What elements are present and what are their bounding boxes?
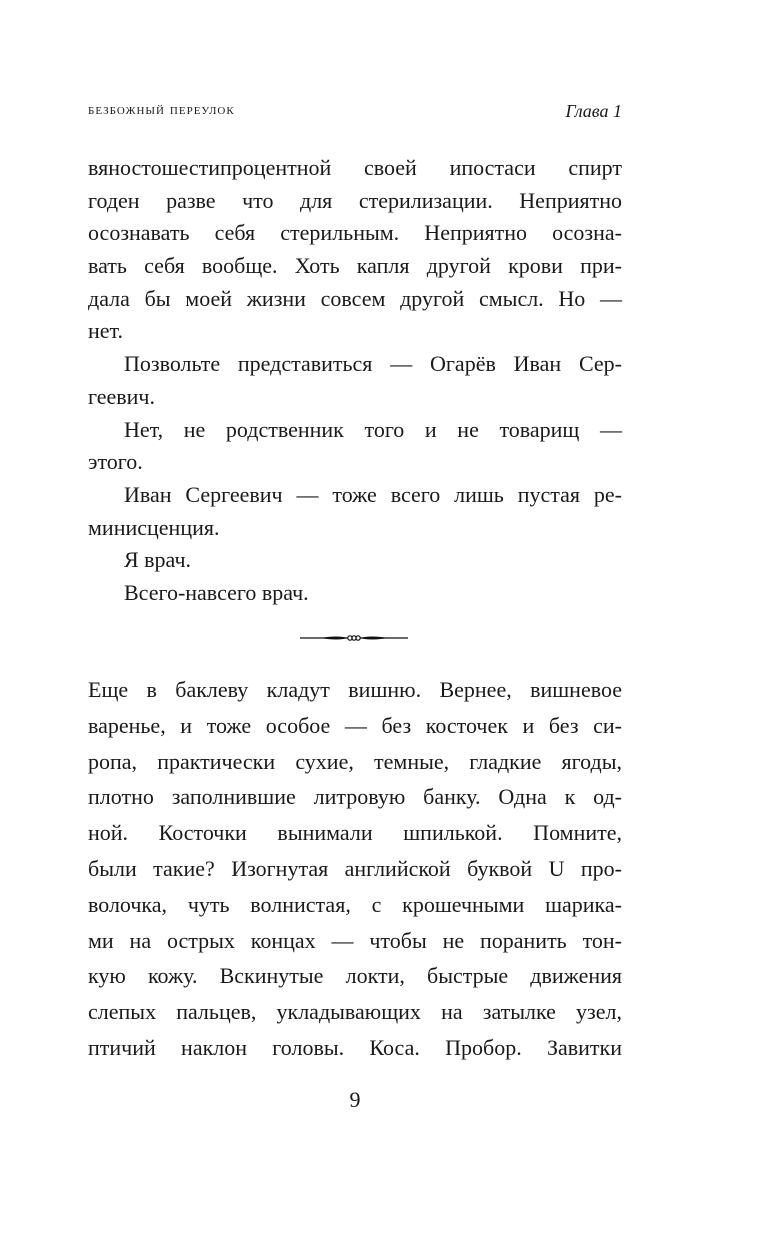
page-number: 9 [349,1087,361,1112]
text-line: геевич. [88,383,155,409]
text-section-1 [88,152,622,610]
text-line: осознавать себя стерильным. Неприятно осозна- [88,220,622,246]
text-line: дала бы моей жизни совсем другой смысл. Но — [88,285,622,311]
text-line: Я врач. [124,547,192,573]
text-line: вать себя вообще. Хоть капля другой крови при- [88,253,622,279]
text-line: годен разве что для стерилизации. Неприятно [88,187,622,213]
text-line: Позвольте представиться — Огарёв Иван Сер- [124,351,622,377]
text-line: плотно заполнившие литровую банку. Одна к од- [88,784,622,810]
text-line: минисценция. [88,514,220,540]
running-title: безбожный переулок [88,101,235,118]
text-line: Иван Сергеевич — тоже всего лишь пустая ре- [124,481,622,507]
running-header [88,101,622,125]
text-line: слепых пальцев, укладывающих на затылке узел, [88,999,622,1025]
text-line: этого. [88,449,143,475]
chapter-label: Глава 1 [565,101,622,121]
text-line: вяностошестипроцентной своей ипостаси спирт [88,155,622,180]
text-line: ми на острых концах — чтобы не поранить тон- [88,927,622,953]
text-line: кую кожу. Вскинутые локти, быстрые движения [88,963,622,989]
text-line: ропа, практически сухие, темные, гладкие ягоды, [88,748,622,774]
text-line: волочка, чуть волнистая, с крошечными шарика- [88,891,622,917]
text-line: птичий наклон головы. Коса. Пробор. Завитки [88,1034,622,1060]
section-divider-ornament [298,631,410,645]
text-line: варенье, и тоже особое — без косточек и без си- [88,712,622,738]
text-line: Нет, не родственник того и не товарищ — [124,416,622,442]
text-line: были такие? Изогнутая английской буквой U про- [88,855,622,881]
text-line: нет. [88,318,123,344]
text-line: Еще в баклеву кладут вишню. Вернее, вишневое [88,677,622,702]
text-line: Всего-навсего врач. [124,579,309,605]
text-line: ной. Косточки вынимали шпилькой. Помните, [88,820,622,846]
text-section-2 [88,672,622,1066]
